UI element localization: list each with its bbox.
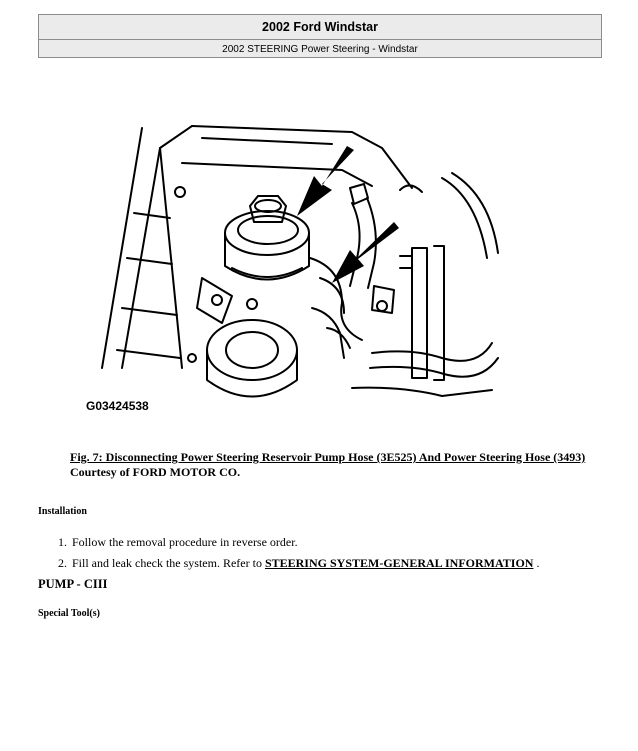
page-title: 2002 Ford Windstar <box>39 15 601 40</box>
engine-illustration <box>82 118 500 418</box>
figure-caption-title: Fig. 7: Disconnecting Power Steering Reservoir Pump Hose (3E525) And Power Steering Hose (3493) <box>70 450 586 464</box>
special-tools-heading: Special Tool(s) <box>38 608 100 619</box>
installation-heading: Installation <box>38 506 87 517</box>
step-suffix: . <box>533 556 540 570</box>
steering-general-info-link[interactable]: STEERING SYSTEM-GENERAL INFORMATION <box>264 556 534 570</box>
figure-caption <box>70 450 590 480</box>
list-item <box>70 532 630 553</box>
step-text: Follow the removal procedure in reverse order. <box>72 535 298 549</box>
list-item <box>70 553 630 574</box>
pump-section-heading: PUMP - CIII <box>38 577 108 591</box>
installation-steps <box>38 532 630 574</box>
page-subtitle: 2002 STEERING Power Steering - Windstar <box>222 44 418 55</box>
step-text: Fill and leak check the system. Refer to <box>72 556 265 570</box>
figure-courtesy: Courtesy of FORD MOTOR CO. <box>70 465 241 479</box>
figure-code: G03424538 <box>86 399 149 413</box>
page-header <box>38 14 602 58</box>
